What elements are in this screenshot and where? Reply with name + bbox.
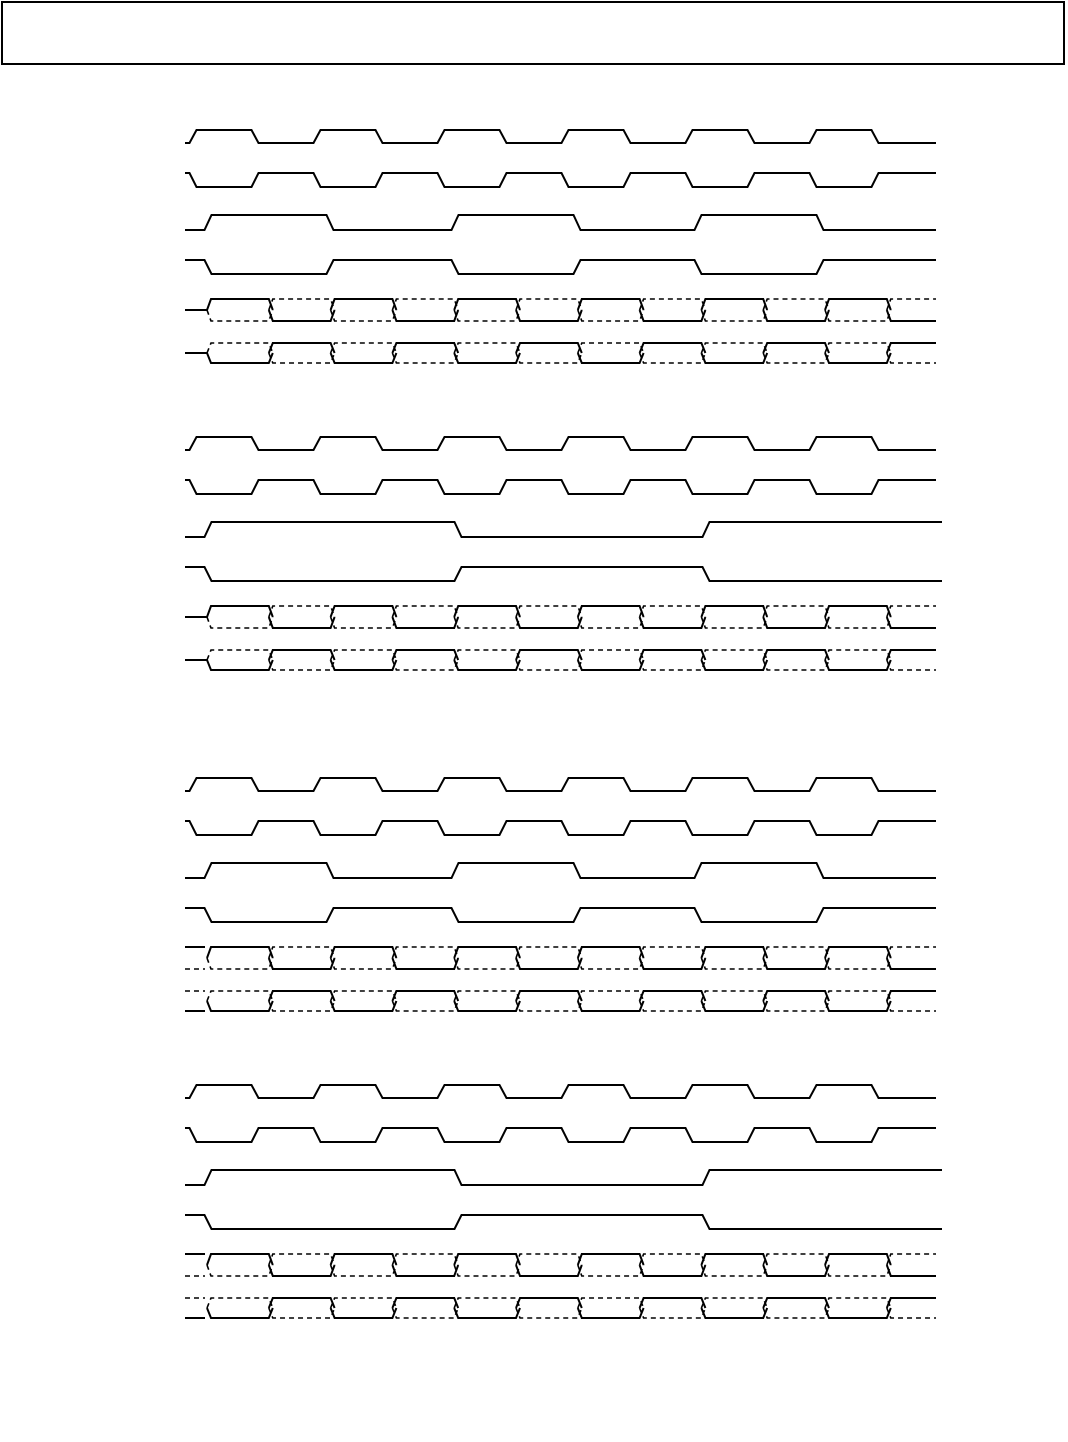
panel-4-data-row-5-cell-11-top: [825, 1254, 891, 1265]
panel-2-data-row-6-cell-7-top: [578, 650, 644, 660]
panel-2-data-row-6-cell-9-bot: [701, 660, 767, 670]
panel-1-data-row-6-cell-2-top: [269, 343, 335, 353]
panel-4-data-row-6-cell-1-bot: [207, 1308, 273, 1318]
panel-2-data-row-6-cell-2-bot: [269, 660, 335, 670]
panel-1-data-row-5-cell-11-top: [825, 299, 891, 310]
panel-2-data-row-6-cell-4-bot: [392, 660, 458, 670]
panel-2-data-row-5-cell-9-bot: [701, 617, 767, 628]
panel-1-data-row-5-cell-9-bot: [701, 310, 767, 321]
panel-4-data-row-6-cell-4-bot: [392, 1308, 458, 1318]
panel-1-data-row-5-cell-1-bot: [207, 310, 273, 321]
panel-3-data-row-5-cell-8-top: [640, 947, 706, 958]
panel-4-data-row-5-cell-6-bot: [516, 1265, 582, 1276]
panel-3-data-row-6-cell-3-top: [331, 991, 397, 1001]
panel-3-data-row-5-cell-9-bot: [701, 958, 767, 969]
panel-1-data-row-6-cell-10-top: [763, 343, 829, 353]
panel-1-data-row-6-cell-1-top: [207, 343, 273, 353]
panel-1-data-row-6-cell-3-bot: [331, 353, 397, 363]
panel-4-data-row-6-cell-7-bot: [578, 1308, 644, 1318]
panel-3-signal-3: [185, 863, 936, 878]
panel-4-data-row-5-cell-11-bot: [825, 1265, 891, 1276]
panel-1-data-row-5-cell-6-bot: [516, 310, 582, 321]
panel-1-data-row-6-cell-8-top: [640, 343, 706, 353]
panel-3-data-row-6-cell-7-bot: [578, 1001, 644, 1011]
panel-4-data-row-5-cell-12-top: [887, 1254, 936, 1265]
panel-3-data-row-6-cell-3-bot: [331, 1001, 397, 1011]
panel-4-data-row-5-cell-9-top: [701, 1254, 767, 1265]
panel-3-data-row-5-cell-3-bot: [331, 958, 397, 969]
panel-4-data-row-5-cell-2-top: [269, 1254, 335, 1265]
panel-2-data-row-6-cell-6-bot: [516, 660, 582, 670]
panel-1-data-row-6-cell-1-bot: [207, 353, 273, 363]
panel-3-data-row-6-cell-10-bot: [763, 1001, 829, 1011]
panel-1-data-row-5-cell-3-top: [331, 299, 397, 310]
panel-1-data-row-6-cell-3-top: [331, 343, 397, 353]
panel-3-data-row-6-cell-8-top: [640, 991, 706, 1001]
panel-2-data-row-6-cell-12-bot: [887, 660, 936, 670]
panel-2-signal-4: [185, 567, 942, 581]
panel-3-data-row-6-cell-1-top: [207, 991, 273, 1001]
panel-1-data-row-5-cell-8-top: [640, 299, 706, 310]
panel-3-data-row-6-cell-12-bot: [887, 1001, 936, 1011]
panel-2-data-row-6-cell-2-top: [269, 650, 335, 660]
panel-2-data-row-6-cell-8-top: [640, 650, 706, 660]
panel-4-signal-1: [185, 1085, 936, 1098]
panel-2-data-row-6-cell-5-top: [454, 650, 520, 660]
panel-2-data-row-5-cell-2-top: [269, 606, 335, 617]
panel-2-data-row-5-cell-6-top: [516, 606, 582, 617]
panel-2-data-row-6-cell-4-top: [392, 650, 458, 660]
panel-3-data-row-6-cell-2-bot: [269, 1001, 335, 1011]
panel-3-data-row-5-cell-2-bot: [269, 958, 335, 969]
panel-3-data-row-6-cell-11-bot: [825, 1001, 891, 1011]
panel-4-data-row-5-cell-7-top: [578, 1254, 644, 1265]
panel-3-signal-2: [185, 821, 936, 835]
panel-1-data-row-5-cell-2-top: [269, 299, 335, 310]
panel-4-data-row-5-cell-12-bot: [887, 1265, 936, 1276]
panel-4-data-row-6-cell-6-bot: [516, 1308, 582, 1318]
panel-4-data-row-6-cell-7-top: [578, 1298, 644, 1308]
panel-3-data-row-5-cell-6-bot: [516, 958, 582, 969]
panel-2-data-row-6-cell-12-top: [887, 650, 936, 660]
panel-3-data-row-5-cell-8-bot: [640, 958, 706, 969]
panel-3-data-row-6-cell-8-bot: [640, 1001, 706, 1011]
panel-1-data-row-6-cell-11-top: [825, 343, 891, 353]
panel-1-data-row-5-cell-1-top: [207, 299, 273, 310]
panel-4-data-row-5-cell-8-top: [640, 1254, 706, 1265]
panel-1-signal-4: [185, 260, 936, 274]
panel-2-data-row-5-cell-1-top: [207, 606, 273, 617]
panel-2-data-row-5-cell-4-bot: [392, 617, 458, 628]
panel-2-data-row-6-cell-9-top: [701, 650, 767, 660]
panel-3-data-row-5-cell-1-top: [207, 947, 273, 958]
panel-4-data-row-6-cell-3-bot: [331, 1308, 397, 1318]
panel-2-data-row-6-cell-3-bot: [331, 660, 397, 670]
panel-2-data-row-6-cell-10-bot: [763, 660, 829, 670]
panel-1-data-row-6-cell-6-top: [516, 343, 582, 353]
panel-3-data-row-5-cell-10-bot: [763, 958, 829, 969]
panel-4-signal-4: [185, 1215, 942, 1229]
panel-1-data-row-6-cell-12-bot: [887, 353, 936, 363]
panel-1-data-row-5-cell-5-top: [454, 299, 520, 310]
panel-4-data-row-5-cell-1-bot: [207, 1265, 273, 1276]
panel-2-signal-2: [185, 480, 936, 494]
panel-2-data-row-5-cell-1-bot: [207, 617, 273, 628]
panel-3-data-row-6-cell-1-bot: [207, 1001, 273, 1011]
panel-1-data-row-5-cell-2-bot: [269, 310, 335, 321]
panel-3-data-row-6-cell-12-top: [887, 991, 936, 1001]
panel-2-data-row-5-cell-10-bot: [763, 617, 829, 628]
panel-4-data-row-6-cell-11-bot: [825, 1308, 891, 1318]
panel-1-data-row-5-cell-12-bot: [887, 310, 936, 321]
panel-3-data-row-5-cell-7-bot: [578, 958, 644, 969]
panel-4-data-row-6-cell-8-bot: [640, 1308, 706, 1318]
panel-4-data-row-5-cell-6-top: [516, 1254, 582, 1265]
panel-1-signal-3: [185, 215, 936, 230]
panel-4-data-row-6-cell-12-bot: [887, 1308, 936, 1318]
panel-3-data-row-5-cell-2-top: [269, 947, 335, 958]
panel-4-data-row-5-cell-7-bot: [578, 1265, 644, 1276]
panel-3-data-row-5-cell-10-top: [763, 947, 829, 958]
panel-2-data-row-5-cell-12-top: [887, 606, 936, 617]
panel-4-data-row-6-cell-6-top: [516, 1298, 582, 1308]
panel-2-data-row-6-cell-10-top: [763, 650, 829, 660]
panel-4-data-row-6-cell-4-top: [392, 1298, 458, 1308]
panel-1-data-row-6-cell-11-bot: [825, 353, 891, 363]
panel-2-signal-1: [185, 437, 936, 450]
panel-3-data-row-6-cell-9-bot: [701, 1001, 767, 1011]
panel-4-data-row-6-cell-10-top: [763, 1298, 829, 1308]
panel-3-data-row-6-cell-9-top: [701, 991, 767, 1001]
panel-1-data-row-5-cell-4-bot: [392, 310, 458, 321]
panel-2-data-row-5-cell-3-bot: [331, 617, 397, 628]
panel-4-data-row-5-cell-10-bot: [763, 1265, 829, 1276]
panel-2-data-row-6-cell-5-bot: [454, 660, 520, 670]
panel-3-signal-4: [185, 908, 936, 922]
panel-3-data-row-5-cell-6-top: [516, 947, 582, 958]
panel-3-data-row-5-cell-11-bot: [825, 958, 891, 969]
panel-4-data-row-5-cell-5-bot: [454, 1265, 520, 1276]
panel-2-data-row-5-cell-4-top: [392, 606, 458, 617]
panel-2-data-row-5-cell-11-top: [825, 606, 891, 617]
panel-2-data-row-5-cell-3-top: [331, 606, 397, 617]
panel-4-data-row-5-cell-2-bot: [269, 1265, 335, 1276]
panel-2-data-row-5-cell-2-bot: [269, 617, 335, 628]
panel-1-data-row-5-cell-5-bot: [454, 310, 520, 321]
panel-4-data-row-6-cell-12-top: [887, 1298, 936, 1308]
panel-2-data-row-6-cell-8-bot: [640, 660, 706, 670]
panel-2-data-row-6-cell-1-bot: [207, 660, 273, 670]
panel-1-data-row-6-cell-5-bot: [454, 353, 520, 363]
panel-3-data-row-6-cell-2-top: [269, 991, 335, 1001]
panel-2-data-row-5-cell-7-bot: [578, 617, 644, 628]
panel-3-data-row-5-cell-12-top: [887, 947, 936, 958]
panel-1-data-row-5-cell-6-top: [516, 299, 582, 310]
panel-1-data-row-6-cell-4-top: [392, 343, 458, 353]
panel-4-data-row-6-cell-10-bot: [763, 1308, 829, 1318]
panel-4-data-row-6-cell-3-top: [331, 1298, 397, 1308]
panel-4-data-row-5-cell-8-bot: [640, 1265, 706, 1276]
panel-4-data-row-6-cell-11-top: [825, 1298, 891, 1308]
panel-4-data-row-6-cell-8-top: [640, 1298, 706, 1308]
panel-2-data-row-6-cell-1-top: [207, 650, 273, 660]
panel-3-data-row-6-cell-4-bot: [392, 1001, 458, 1011]
panel-1-data-row-5-cell-12-top: [887, 299, 936, 310]
panel-2-data-row-5-cell-6-bot: [516, 617, 582, 628]
panel-3-data-row-6-cell-10-top: [763, 991, 829, 1001]
panel-1-data-row-5-cell-3-bot: [331, 310, 397, 321]
panel-2-data-row-5-cell-10-top: [763, 606, 829, 617]
panel-3-data-row-5-cell-4-top: [392, 947, 458, 958]
panel-3-data-row-6-cell-5-top: [454, 991, 520, 1001]
panel-2-data-row-5-cell-12-bot: [887, 617, 936, 628]
panel-3-data-row-5-cell-3-top: [331, 947, 397, 958]
panel-4-data-row-6-cell-2-top: [269, 1298, 335, 1308]
panel-4-data-row-6-cell-9-top: [701, 1298, 767, 1308]
panel-3-data-row-5-cell-9-top: [701, 947, 767, 958]
panel-3-data-row-6-cell-7-top: [578, 991, 644, 1001]
panel-4-data-row-6-cell-9-bot: [701, 1308, 767, 1318]
panel-1-data-row-5-cell-4-top: [392, 299, 458, 310]
panel-2-data-row-5-cell-5-bot: [454, 617, 520, 628]
panel-2-data-row-5-cell-11-bot: [825, 617, 891, 628]
panel-1-data-row-5-cell-11-bot: [825, 310, 891, 321]
panel-2-data-row-6-cell-6-top: [516, 650, 582, 660]
panel-1-data-row-5-cell-10-bot: [763, 310, 829, 321]
panel-3-data-row-6-cell-6-top: [516, 991, 582, 1001]
panel-4-data-row-5-cell-3-top: [331, 1254, 397, 1265]
panel-1-data-row-6-cell-2-bot: [269, 353, 335, 363]
panel-1-data-row-5-cell-9-top: [701, 299, 767, 310]
panel-4-data-row-6-cell-5-top: [454, 1298, 520, 1308]
panel-1-signal-2: [185, 173, 936, 187]
panel-3-data-row-6-cell-6-bot: [516, 1001, 582, 1011]
panel-4-signal-2: [185, 1128, 936, 1142]
panel-2-data-row-5-cell-7-top: [578, 606, 644, 617]
panel-1-data-row-6-cell-8-bot: [640, 353, 706, 363]
panel-1-data-row-5-cell-10-top: [763, 299, 829, 310]
panel-1-signal-1: [185, 130, 936, 143]
panel-4-data-row-5-cell-9-bot: [701, 1265, 767, 1276]
panel-4-data-row-5-cell-5-top: [454, 1254, 520, 1265]
panel-1-data-row-6-cell-6-bot: [516, 353, 582, 363]
panel-1-data-row-6-cell-5-top: [454, 343, 520, 353]
panel-3-data-row-5-cell-11-top: [825, 947, 891, 958]
panel-3-data-row-5-cell-5-bot: [454, 958, 520, 969]
panel-1-data-row-5-cell-7-bot: [578, 310, 644, 321]
panel-2-data-row-5-cell-9-top: [701, 606, 767, 617]
panel-1-data-row-6-cell-7-top: [578, 343, 644, 353]
panel-2-data-row-6-cell-11-top: [825, 650, 891, 660]
panel-2-data-row-5-cell-5-top: [454, 606, 520, 617]
panel-3-data-row-5-cell-1-bot: [207, 958, 273, 969]
panel-3-signal-1: [185, 778, 936, 791]
panel-4-data-row-5-cell-3-bot: [331, 1265, 397, 1276]
panel-3-data-row-5-cell-4-bot: [392, 958, 458, 969]
panel-1-data-row-6-cell-12-top: [887, 343, 936, 353]
panel-4-data-row-6-cell-1-top: [207, 1298, 273, 1308]
panel-1-data-row-6-cell-10-bot: [763, 353, 829, 363]
panel-1-data-row-6-cell-7-bot: [578, 353, 644, 363]
panel-4-data-row-5-cell-4-top: [392, 1254, 458, 1265]
panel-4-data-row-5-cell-1-top: [207, 1254, 273, 1265]
panel-3-data-row-6-cell-4-top: [392, 991, 458, 1001]
panel-1-data-row-6-cell-9-top: [701, 343, 767, 353]
panel-1-data-row-5-cell-7-top: [578, 299, 644, 310]
panel-4-signal-3: [185, 1170, 942, 1185]
panel-2-data-row-5-cell-8-top: [640, 606, 706, 617]
panel-3-data-row-5-cell-7-top: [578, 947, 644, 958]
panel-3-data-row-5-cell-5-top: [454, 947, 520, 958]
panel-2-data-row-6-cell-7-bot: [578, 660, 644, 670]
panel-1-data-row-6-cell-9-bot: [701, 353, 767, 363]
panel-3-data-row-6-cell-5-bot: [454, 1001, 520, 1011]
panel-4-data-row-6-cell-2-bot: [269, 1308, 335, 1318]
panel-2-data-row-5-cell-8-bot: [640, 617, 706, 628]
panel-2-data-row-6-cell-3-top: [331, 650, 397, 660]
panel-4-data-row-5-cell-10-top: [763, 1254, 829, 1265]
panel-1-data-row-6-cell-4-bot: [392, 353, 458, 363]
panel-1-data-row-5-cell-8-bot: [640, 310, 706, 321]
panel-4-data-row-6-cell-5-bot: [454, 1308, 520, 1318]
panel-2-data-row-6-cell-11-bot: [825, 660, 891, 670]
panel-3-data-row-5-cell-12-bot: [887, 958, 936, 969]
panel-3-data-row-6-cell-11-top: [825, 991, 891, 1001]
panel-2-signal-3: [185, 522, 942, 537]
panel-4-data-row-5-cell-4-bot: [392, 1265, 458, 1276]
